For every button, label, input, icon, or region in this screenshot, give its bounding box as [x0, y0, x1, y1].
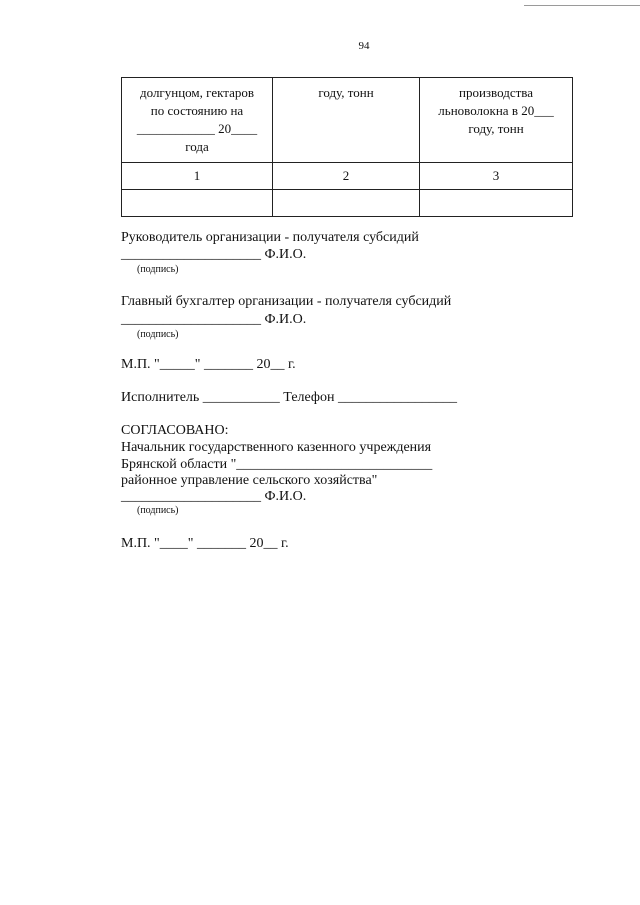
table-cell [420, 190, 573, 217]
form-table [121, 77, 573, 217]
agreed-stamp-date-line: М.П. "____" _______ 20__ г. [121, 536, 289, 551]
header-line: льноволокна в 20___ [438, 103, 554, 118]
header-line: производства [458, 85, 534, 100]
header-line: году, тонн [318, 85, 374, 100]
top-edge-line [524, 5, 640, 6]
column-number: 2 [273, 163, 420, 190]
head-signature-caption: (подпись) [137, 264, 179, 275]
header-line: года [185, 139, 209, 154]
agreed-line-3: районное управление сельского хозяйства" [121, 473, 378, 488]
executor-phone-line: Исполнитель ___________ Телефон _________________ [121, 390, 457, 405]
table-header-row [122, 78, 573, 163]
column-number: 3 [420, 163, 573, 190]
agreed-line-2: Брянской области "____________________________ [121, 457, 433, 472]
table-row [122, 190, 573, 217]
head-title: Руководитель организации - получателя субсидий [121, 230, 419, 245]
header-line: ____________ 20____ [136, 121, 258, 136]
header-line: долгунцом, гектаров [140, 85, 254, 100]
agreed-signature-line: ____________________ Ф.И.О. [121, 489, 307, 504]
accountant-signature-line: ____________________ Ф.И.О. [121, 312, 307, 327]
table-number-row [122, 163, 573, 190]
stamp-date-line: М.П. "_____" _______ 20__ г. [121, 357, 296, 372]
header-cell-year-tons [273, 78, 420, 163]
head-signature-line: ____________________ Ф.И.О. [121, 247, 307, 262]
accountant-signature-caption: (подпись) [137, 329, 179, 340]
header-cell-area [122, 78, 273, 163]
accountant-title: Главный бухгалтер организации - получателя субсидий [121, 294, 452, 309]
agreed-title: СОГЛАСОВАНО: [121, 423, 229, 438]
header-line: по состоянию на [150, 103, 244, 118]
column-number: 1 [122, 163, 273, 190]
header-cell-production [420, 78, 573, 163]
page-number: 94 [358, 40, 370, 52]
agreed-signature-caption: (подпись) [137, 505, 179, 516]
table-cell [273, 190, 420, 217]
agreed-line-1: Начальник государственного казенного учреждения [121, 440, 432, 455]
header-line: году, тонн [468, 121, 524, 136]
table-cell [122, 190, 273, 217]
